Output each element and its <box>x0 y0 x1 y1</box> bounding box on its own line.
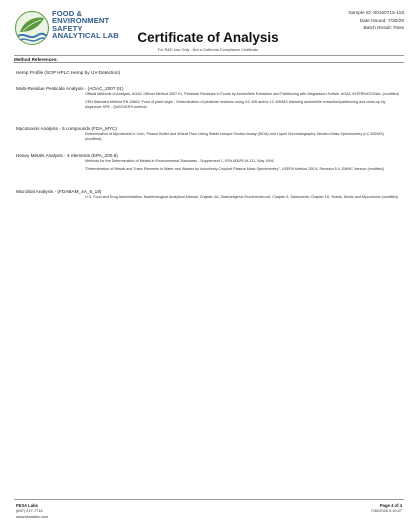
method-section-mycotoxins <box>16 126 402 148</box>
logo-line: SAFETY <box>52 23 83 33</box>
lab-name: FESA Labs <box>16 503 38 508</box>
page-number: Page 4 of 4 <box>379 503 402 508</box>
section-body <box>85 159 402 175</box>
method-reference: Methods for the Determination of Metals in Environmental Standards - Supplement 1, EPA-600/R-94-111, May 1994. <box>85 159 275 163</box>
footer-page-info <box>371 503 402 514</box>
logo-line: FOOD & <box>52 9 83 18</box>
method-reference: CEN Standard Method EN 15662: Food of plant origin - Determination of pesticide residues using GC-MS and/or LC-MS/MS following acetonitrile extraction/partitioning and clean-up by dispersive SPE - QuEChERS-method. <box>85 100 386 109</box>
method-section-heavy-metals <box>16 153 402 189</box>
batch-result: Batch Result: Pass <box>363 26 404 32</box>
section-title: Multi-Residue Pesticide Analysis - (AOAC_2007.01) <box>16 86 124 91</box>
method-section-microbial <box>16 189 402 211</box>
logo-line: ANALYTICAL LAB <box>52 31 119 41</box>
section-body <box>85 195 402 203</box>
document-title: Certificate of Analysis <box>137 30 279 45</box>
section-body <box>85 92 402 113</box>
lab-phone: (657) 217-7716 <box>16 508 43 514</box>
section-title: Microbial Analysis - (FDABAM_4A_5_18) <box>16 189 102 194</box>
date-issued: Date Issued: 7/30/26 <box>359 18 404 24</box>
section-title: Hemp Profile (SOP HPLC Hemp by UV-Detection) <box>16 70 121 75</box>
method-reference: "Determination of Metals and Trace Elements in Water and Wastes by Inductively Coupled Plasma-Mass Spectrometry", USEPA Method 200.8, Revision 5.4, EMMC Version (modified). <box>85 167 385 172</box>
method-reference: Determination of Mycotoxins in Corn, Peanut Butter and Wheat Flour Using Stable Isotope Dilution Assay (SIDA) and Liquid Chromatography-Tandem Mass Spectrometry (LC-MS/MS) (modified). <box>85 132 384 141</box>
section-title: Heavy Metals Analysis - 4 elements (EPA_200.8) <box>16 153 118 158</box>
method-section-hemp <box>16 70 402 75</box>
print-timestamp: 7/30/2026 0:10:07 <box>370 508 402 514</box>
section-title: Mycotoxins Analysis - 5 compounds (FDA_MYC) <box>16 126 118 131</box>
footer-contact <box>16 503 48 519</box>
sample-id: Sample ID: 80160715-118 <box>348 11 404 16</box>
footer-divider <box>14 499 404 500</box>
document-subtitle: For R&D Use Only - Not a California Compliance Certificate <box>157 48 259 52</box>
method-reference: U.S. Food and Drug Administration, Bacteriological Analytical Manual, Chapter 4A, Diarrheagenic Escherichia coli; Chapter 5, Salmonella; Chapter 18, Yeasts, Molds and Mycotoxins (modified). <box>85 195 399 199</box>
lab-website: www.fesalabs.com <box>16 513 49 519</box>
method-reference: Official Methods of Analysis, AOAC Official Method 2007.01, Pesticide Residues in Foods by Acetonitrile Extraction and Partitioning with Magnesium Sulfate, AOAC INTERNATIONAL (modified) <box>85 92 399 96</box>
method-references-heading: Method References: <box>14 57 58 62</box>
method-section-pesticide <box>16 86 402 126</box>
section-body <box>85 132 402 145</box>
logo-line: ENVIRONMENT <box>52 16 110 26</box>
method-references-bar <box>14 55 404 63</box>
